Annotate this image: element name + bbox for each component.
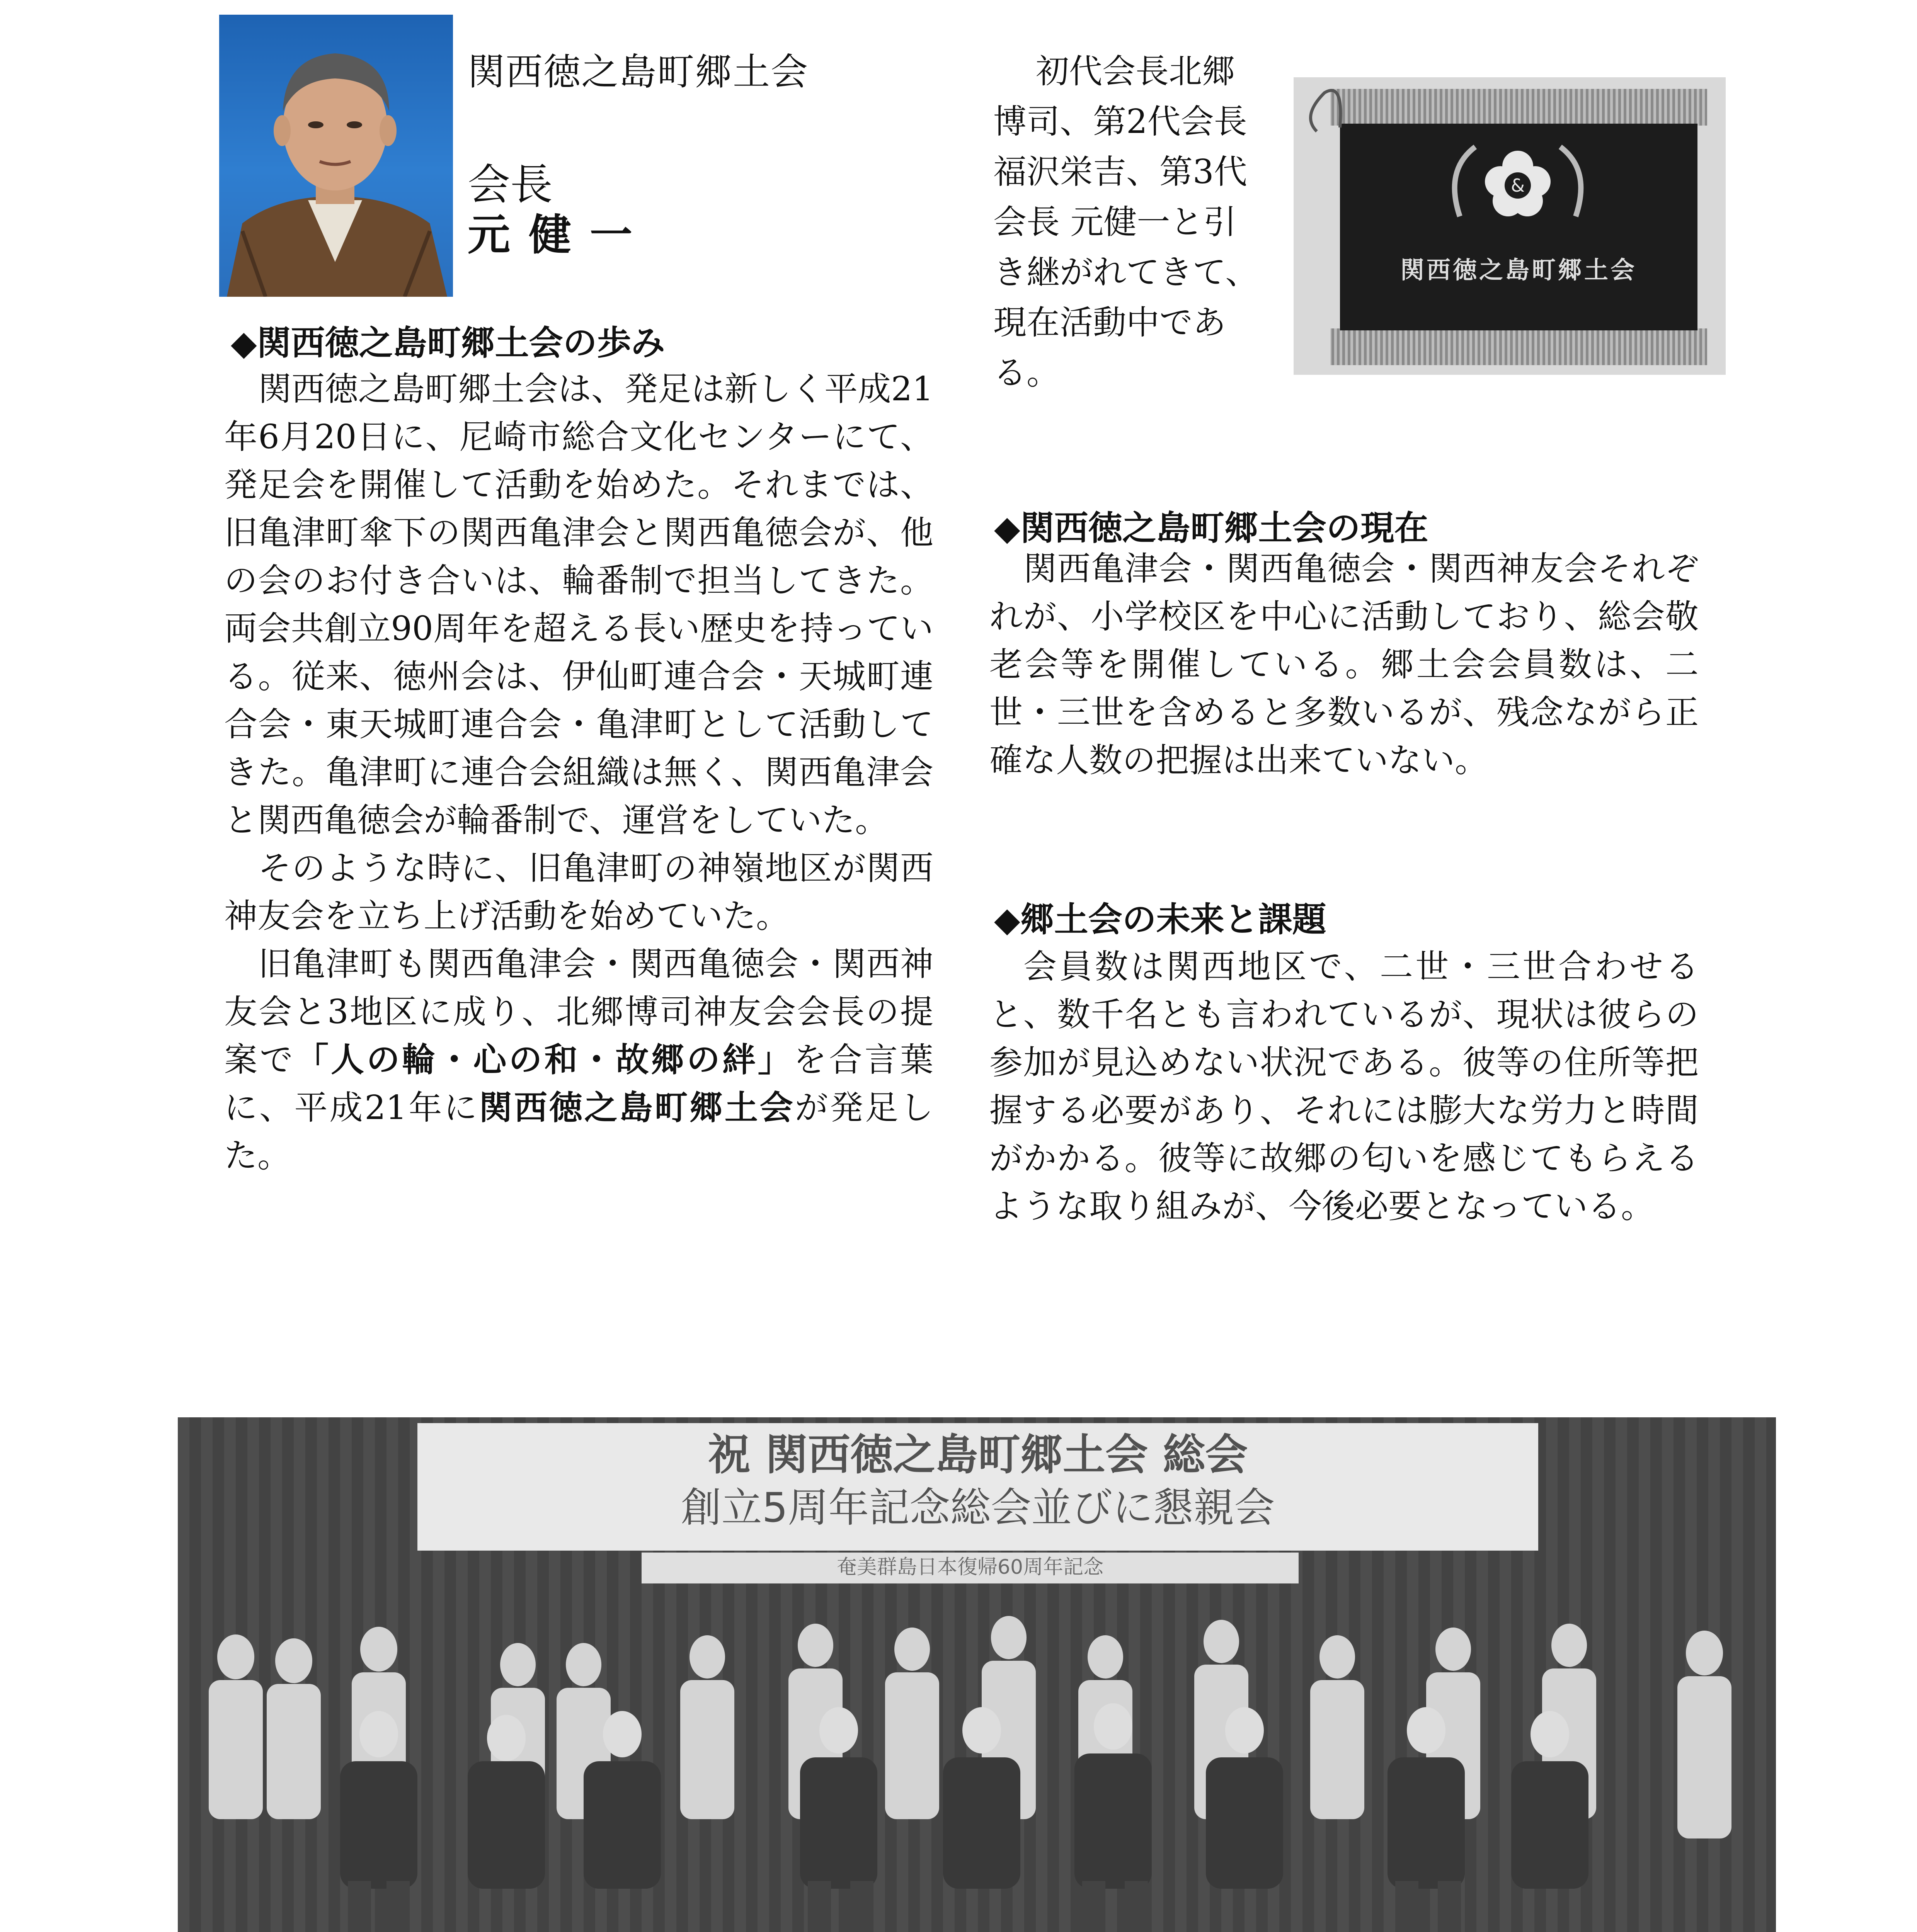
- future-paragraph: 会員数は関西地区で、二世・三世合わせると、数千名とも言われているが、現状は彼らの参加が見込めない状況である。彼等の住所等把握する必要があり、それには膨大な労力と時間がかかる。彼等に故郷の匂いを感じてもらえるような取り組みが、今後必要となっている。: [989, 947, 1699, 1226]
- emblem-mark: &: [1511, 175, 1525, 196]
- president-name: 元健一: [468, 210, 651, 260]
- banner-line-1: 祝 関西徳之島町郷土会 総会: [708, 1430, 1248, 1480]
- history-paragraph-3: [224, 940, 933, 1180]
- future-body: [989, 943, 1699, 1230]
- history-p3-part-a: 旧亀津町も関西亀津会・関西亀徳会・関西神友会と3地区に成り、北郷博司神友会会長の提案で: [224, 945, 933, 1079]
- slogan: 「人の輪・心の和・故郷の絆」: [295, 1041, 793, 1079]
- present-heading: ◆関西徳之島町郷土会の現在: [994, 508, 1428, 548]
- history-paragraph-1: 関西徳之島町郷土会は、発足は新しく平成21年6月20日に、尼崎市総合文化センターにて、発足会を開催して活動を始めた。それまでは、旧亀津町傘下の関西亀津会と関西亀徳会が、他の会のお付き合いは、輪番制で担当してきた。両会共創立90周年を超える長い歴史を持っている。従来、徳州会は、伊仙町連合会・天城町連合会・東天城町連合会・亀津町として活動してきた。亀津町に連合会組織は無く、関西亀津会と関西亀徳会が輪番制で、運営をしていた。: [224, 370, 933, 840]
- history-p3-part-b: を合言葉に、平成21年に: [224, 1041, 934, 1127]
- header-org-name: 関西徳之島町郷土会: [468, 50, 809, 94]
- president-portrait: [219, 15, 453, 297]
- presidents-paragraph: 初代会長北郷博司、第2代会長福沢栄吉、第3代会長 元健一と引き継がれてきて、現在活動中である。: [993, 52, 1259, 392]
- history-p3-part-c: が発足した。: [224, 1088, 934, 1175]
- pennant-photo: [1294, 77, 1726, 375]
- pennant-image: [1294, 77, 1726, 375]
- present-body: [989, 545, 1699, 784]
- present-paragraph: 関西亀津会・関西亀徳会・関西神友会それぞれが、小学校区を中心に活動しており、総会敬老会等を開催している。郷土会会員数は、二世・三世を含めると多数いるが、残念ながら正確な人数の把握は出来ていない。: [989, 549, 1699, 780]
- history-paragraph-2: そのような時に、旧亀津町の神嶺地区が関西神友会を立ち上げ活動を始めていた。: [224, 849, 933, 935]
- history-heading: ◆関西徳之島町郷土会の歩み: [231, 323, 665, 363]
- pennant-label: 関西徳之島町郷土会: [1400, 256, 1637, 284]
- history-body: [224, 365, 933, 1180]
- portrait-figure: [219, 15, 453, 297]
- group-photo-image: [178, 1417, 1776, 1932]
- header-role: 会長: [468, 160, 553, 209]
- future-heading: ◆郷土会の未来と課題: [994, 900, 1326, 939]
- org-name-emphasis: 関西徳之島町郷土会: [479, 1088, 795, 1127]
- group-photo: [178, 1417, 1776, 1932]
- presidents-text: [993, 46, 1268, 398]
- banner-line-3: 奄美群島日本復帰60周年記念: [836, 1556, 1104, 1579]
- banner-line-2: 創立5周年記念総会並びに懇親会: [681, 1484, 1275, 1531]
